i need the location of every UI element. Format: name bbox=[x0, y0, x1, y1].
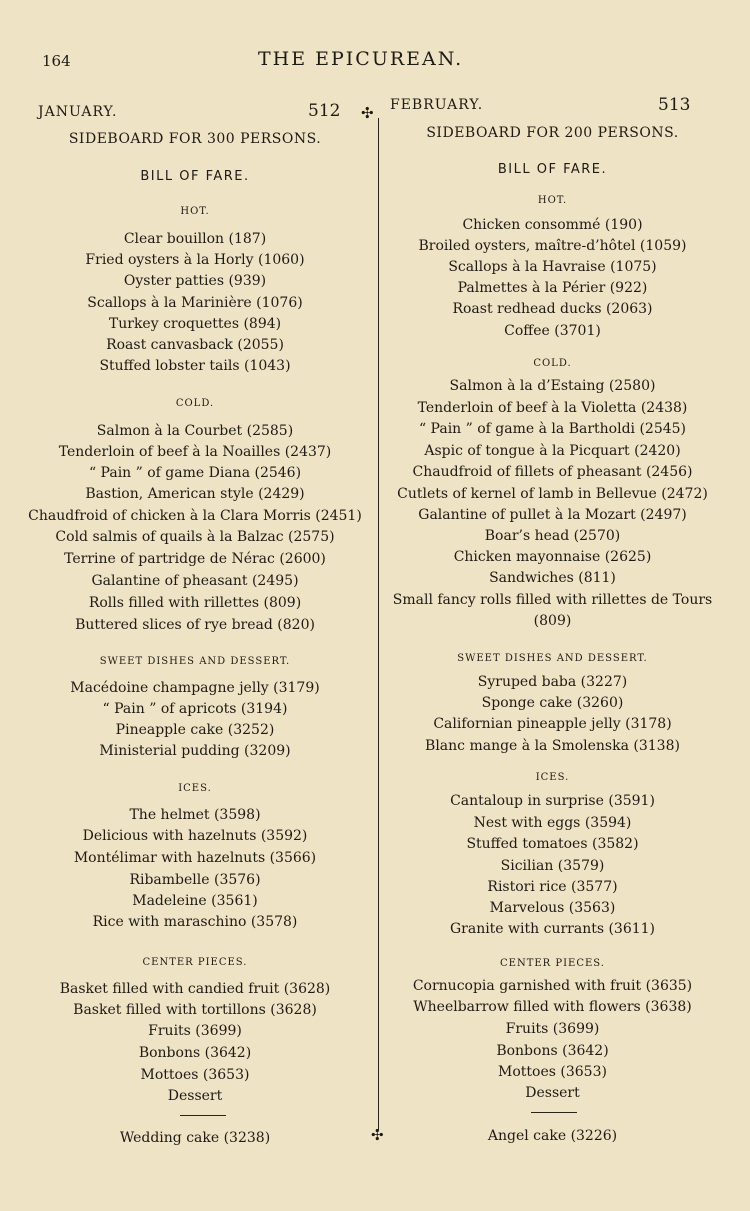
menu-item: Californian pineapple jelly (3178) bbox=[433, 716, 672, 732]
menu-item: Roast canvasback (2055) bbox=[106, 337, 284, 353]
menu-item: Blanc mange à la Smolenska (3138) bbox=[425, 738, 680, 754]
menu-left-column bbox=[20, 0, 370, 1211]
menu-right-column bbox=[385, 0, 720, 1211]
section-heading: SWEET DISHES AND DESSERT. bbox=[457, 653, 648, 664]
menu-item: Chicken consommé (190) bbox=[462, 217, 643, 233]
month-label: FEBRUARY. bbox=[390, 97, 484, 113]
menu-item: Scallops à la Havraise (1075) bbox=[448, 259, 657, 275]
menu-item: Dessert bbox=[167, 1088, 223, 1104]
menu-item: Broiled oysters, maître-d’hôtel (1059) bbox=[418, 238, 687, 254]
menu-item: Palmettes à la Périer (922) bbox=[457, 280, 648, 296]
menu-item: Scallops à la Marinière (1076) bbox=[87, 295, 303, 311]
menu-item: “ Pain ” of apricots (3194) bbox=[102, 701, 288, 717]
menu-item: Salmon à la Courbet (2585) bbox=[96, 423, 294, 439]
menu-item: Fried oysters à la Horly (1060) bbox=[85, 252, 305, 268]
divider-top-ornament: ✣ bbox=[361, 104, 374, 122]
menu-item: Chicken mayonnaise (2625) bbox=[453, 549, 652, 565]
menu-item: Cold salmis of quails à la Balzac (2575) bbox=[55, 529, 335, 545]
bill-of-fare-heading: BILL OF FARE. bbox=[497, 162, 608, 177]
section-heading: HOT. bbox=[537, 195, 568, 206]
menu-item: “ Pain ” of game à la Bartholdi (2545) bbox=[418, 421, 687, 437]
menu-item: Wheelbarrow filled with flowers (3638) bbox=[413, 999, 692, 1015]
menu-item: Tenderloin of beef à la Violetta (2438) bbox=[417, 400, 688, 416]
menu-item: Cutlets of kernel of lamb in Bellevue (2472) bbox=[397, 486, 708, 502]
section-heading: COLD. bbox=[533, 358, 572, 369]
menu-item: Bastion, American style (2429) bbox=[85, 486, 305, 502]
menu-item: Ministerial pudding (3209) bbox=[99, 743, 291, 759]
menu-item: Sponge cake (3260) bbox=[481, 695, 624, 711]
section-heading: HOT. bbox=[180, 206, 210, 217]
month-label: JANUARY. bbox=[38, 104, 118, 120]
menu-item: Ristori rice (3577) bbox=[487, 879, 618, 895]
menu-item: Basket filled with candied fruit (3628) bbox=[59, 981, 331, 997]
menu-item: Bonbons (3642) bbox=[496, 1043, 609, 1059]
menu-item: Cantaloup in surprise (3591) bbox=[450, 793, 655, 809]
bill-of-fare-heading: BILL OF FARE. bbox=[140, 169, 250, 184]
column-divider bbox=[378, 118, 379, 1130]
page-number: 164 bbox=[42, 52, 71, 70]
menu-item: Fruits (3699) bbox=[148, 1023, 242, 1039]
section-heading: COLD. bbox=[175, 398, 215, 409]
final-item: Wedding cake (3238) bbox=[119, 1130, 271, 1146]
menu-item: The helmet (3598) bbox=[129, 807, 261, 823]
menu-item: Mottoes (3653) bbox=[498, 1064, 607, 1080]
menu-item: Galantine of pullet à la Mozart (2497) bbox=[418, 507, 687, 523]
menu-item: Cornucopia garnished with fruit (3635) bbox=[412, 978, 693, 994]
menu-item: Terrine of partridge de Nérac (2600) bbox=[64, 551, 326, 567]
menu-item: Chaudfroid of chicken à la Clara Morris (2451) bbox=[28, 508, 362, 524]
menu-item: Ribambelle (3576) bbox=[129, 872, 261, 888]
menu-item: Macédoine champagne jelly (3179) bbox=[70, 680, 320, 696]
menu-item: Dessert bbox=[525, 1085, 580, 1101]
section-heading: ICES. bbox=[535, 772, 570, 783]
menu-item: Aspic of tongue à la Picquart (2420) bbox=[424, 443, 681, 459]
menu-item: Sicilian (3579) bbox=[500, 858, 605, 874]
section-heading: SWEET DISHES AND DESSERT. bbox=[99, 656, 291, 667]
menu-item: Oyster patties (939) bbox=[123, 273, 267, 289]
menu-item: Nest with eggs (3594) bbox=[473, 815, 632, 831]
menu-item: Mottoes (3653) bbox=[140, 1067, 250, 1083]
menu-item: Small fancy rolls filled with rillettes de Tours bbox=[392, 592, 713, 608]
menu-item: Fruits (3699) bbox=[505, 1021, 600, 1037]
running-title: THE EPICUREAN. bbox=[258, 48, 464, 70]
menu-item: Basket filled with tortillons (3628) bbox=[73, 1002, 317, 1018]
menu-item: Montélimar with hazelnuts (3566) bbox=[73, 850, 317, 866]
menu-item: Boar’s head (2570) bbox=[484, 528, 621, 544]
menu-item: Marvelous (3563) bbox=[489, 900, 616, 916]
menu-number: 512 bbox=[308, 101, 341, 121]
menu-item: Roast redhead ducks (2063) bbox=[452, 301, 653, 317]
divider-bottom-ornament: ✣ bbox=[371, 1126, 384, 1144]
menu-item: Delicious with hazelnuts (3592) bbox=[82, 828, 308, 844]
menu-item: Rolls filled with rillettes (809) bbox=[88, 595, 302, 611]
menu-item: Stuffed lobster tails (1043) bbox=[99, 358, 291, 374]
menu-item: (809) bbox=[533, 613, 572, 629]
menu-item: Granite with currants (3611) bbox=[449, 921, 656, 937]
menu-item: Tenderloin of beef à la Noailles (2437) bbox=[58, 444, 332, 460]
menu-item: Syruped baba (3227) bbox=[477, 674, 628, 690]
menu-item: Turkey croquettes (894) bbox=[108, 316, 282, 332]
menu-item: Coffee (3701) bbox=[504, 323, 601, 339]
menu-item: Rice with maraschino (3578) bbox=[92, 914, 298, 930]
section-heading: CENTER PIECES. bbox=[142, 957, 248, 968]
menu-number: 513 bbox=[658, 95, 691, 115]
menu-item: Madeleine (3561) bbox=[132, 893, 258, 909]
separator-rule bbox=[531, 1112, 577, 1113]
menu-item: Sandwiches (811) bbox=[489, 570, 616, 586]
menu-item: Chaudfroid of fillets of pheasant (2456) bbox=[412, 464, 693, 480]
menu-item: Pineapple cake (3252) bbox=[115, 722, 275, 738]
menu-item: Clear bouillon (187) bbox=[123, 231, 267, 247]
menu-item: Galantine of pheasant (2495) bbox=[91, 573, 299, 589]
menu-item: Salmon à la d’Estaing (2580) bbox=[449, 378, 656, 394]
section-heading: CENTER PIECES. bbox=[500, 958, 605, 969]
menu-item: “ Pain ” of game Diana (2546) bbox=[88, 465, 302, 481]
menu-item: Buttered slices of rye bread (820) bbox=[75, 617, 315, 633]
sideboard-title: SIDEBOARD FOR 200 PERSONS. bbox=[426, 125, 679, 141]
menu-item: Stuffed tomatoes (3582) bbox=[466, 836, 639, 852]
sideboard-title: SIDEBOARD FOR 300 PERSONS. bbox=[68, 131, 322, 147]
section-heading: ICES. bbox=[178, 783, 212, 794]
separator-rule bbox=[180, 1115, 226, 1116]
final-item: Angel cake (3226) bbox=[487, 1128, 618, 1144]
menu-item: Bonbons (3642) bbox=[138, 1045, 252, 1061]
